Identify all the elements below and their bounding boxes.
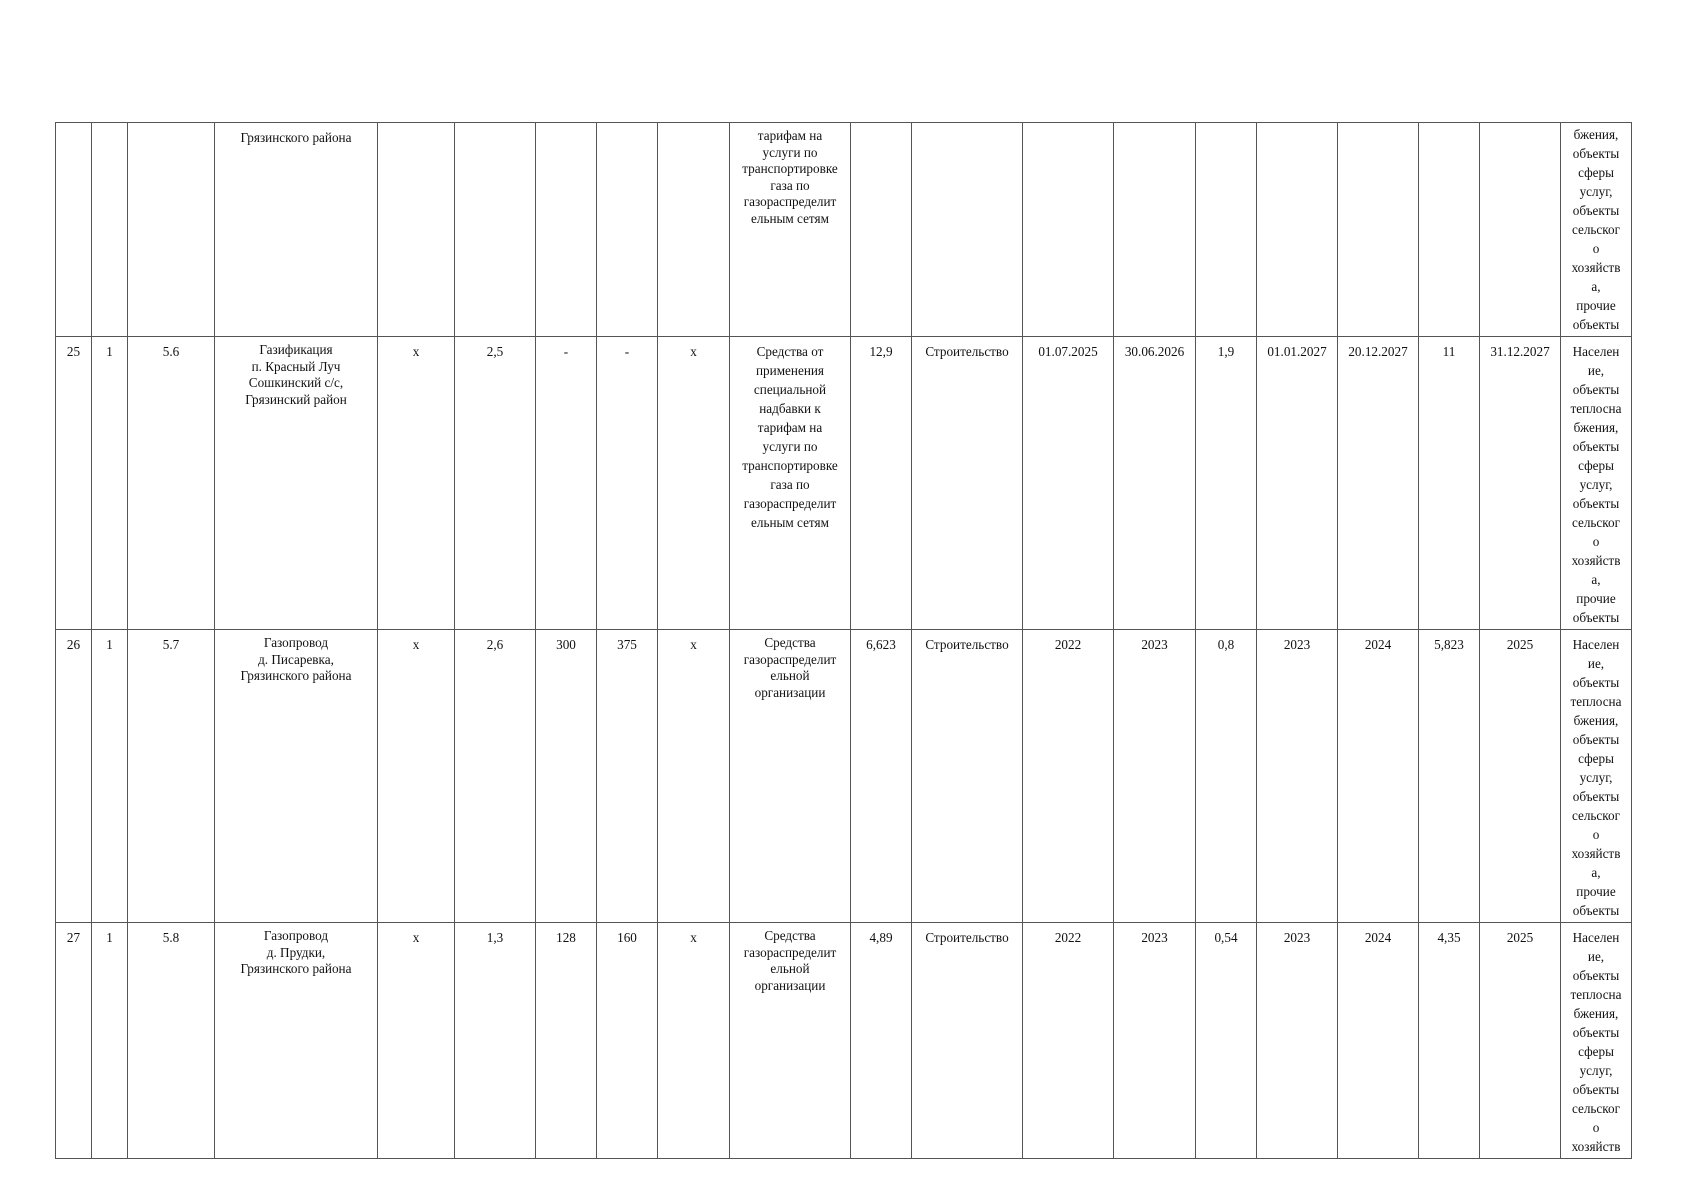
table-cell: [1023, 123, 1114, 337]
table-cell: х: [378, 337, 455, 630]
table-cell: [1480, 123, 1561, 337]
investment-program-table: [55, 122, 1632, 1159]
table-cell: 20.12.2027: [1338, 337, 1419, 630]
consumers: Населен ие, объекты теплосна бжения, объекты сферы услуг, объекты сельског о хозяйств а, прочие объекты: [1570, 344, 1622, 625]
table-cell: 1: [92, 923, 128, 1159]
table-cell: 5.8: [128, 923, 215, 1159]
consumers-cell: [1561, 630, 1632, 923]
table-cell: [851, 123, 912, 337]
table-cell: х: [378, 630, 455, 923]
table-cell: 2023: [1257, 923, 1338, 1159]
funding-source: Средства газораспределит ельной организации: [743, 928, 837, 993]
table-cell: х: [378, 923, 455, 1159]
table-cell: 2023: [1257, 630, 1338, 923]
object-name-cell: [215, 923, 378, 1159]
table-cell: 30.06.2026: [1114, 337, 1196, 630]
funding-source-cell: [730, 630, 851, 923]
table-cell: 375: [597, 630, 658, 923]
table-cell: 160: [597, 923, 658, 1159]
table-cell: Строительство: [912, 630, 1023, 923]
consumers: Населен ие, объекты теплосна бжения, объекты сферы услуг, объекты сельског о хозяйств: [1570, 930, 1622, 1154]
consumers-cell: [1561, 923, 1632, 1159]
table-cell: 11: [1419, 337, 1480, 630]
table-cell: [912, 123, 1023, 337]
consumers-cell: [1561, 337, 1632, 630]
table-cell: 1,9: [1196, 337, 1257, 630]
table-cell: 01.01.2027: [1257, 337, 1338, 630]
table-cell: 300: [536, 630, 597, 923]
table-cell: 2023: [1114, 630, 1196, 923]
table-cell: 4,35: [1419, 923, 1480, 1159]
table-cell: [597, 123, 658, 337]
table-cell: 2,6: [455, 630, 536, 923]
table-cell: [1338, 123, 1419, 337]
table-cell: [455, 123, 536, 337]
table-cell: [1196, 123, 1257, 337]
object-name: Газификация п. Красный Луч Сошкинский с/с, Грязинский район: [245, 342, 347, 407]
table-cell: 1: [92, 630, 128, 923]
table-cell: -: [536, 337, 597, 630]
object-name: Газопровод д. Прудки, Грязинского района: [240, 928, 352, 976]
table-cell: 4,89: [851, 923, 912, 1159]
table-cell: 31.12.2027: [1480, 337, 1561, 630]
table-row: [56, 337, 1632, 630]
table-cell: Строительство: [912, 337, 1023, 630]
table-cell: -: [597, 337, 658, 630]
table-row: [56, 923, 1632, 1159]
table-cell: [128, 123, 215, 337]
object-name-cell: [215, 630, 378, 923]
table-cell: 128: [536, 923, 597, 1159]
table-cell: 1: [92, 337, 128, 630]
table-cell: 5,823: [1419, 630, 1480, 923]
funding-source: Средства газораспределит ельной организации: [743, 635, 837, 700]
table-cell: 2022: [1023, 630, 1114, 923]
object-name-cell: [215, 337, 378, 630]
table-cell: 2024: [1338, 923, 1419, 1159]
row-number: 27: [56, 923, 92, 1159]
table-cell: 2,5: [455, 337, 536, 630]
table-cell: 0,8: [1196, 630, 1257, 923]
object-name: Грязинского района: [240, 130, 352, 145]
table-cell: [92, 123, 128, 337]
row-number: [56, 123, 92, 337]
table-cell: [536, 123, 597, 337]
table-cell: 5.6: [128, 337, 215, 630]
table-cell: 2023: [1114, 923, 1196, 1159]
row-number: 26: [56, 630, 92, 923]
consumers-cell: [1561, 123, 1632, 337]
table-row: [56, 630, 1632, 923]
table-cell: х: [658, 923, 730, 1159]
table-cell: [1257, 123, 1338, 337]
object-name-cell: [215, 123, 378, 337]
consumers: Населен ие, объекты теплосна бжения, объекты сферы услуг, объекты сельског о хозяйств а, прочие объекты: [1570, 637, 1622, 918]
table-cell: 01.07.2025: [1023, 337, 1114, 630]
table-cell: х: [658, 337, 730, 630]
row-number: 25: [56, 337, 92, 630]
table-cell: 5.7: [128, 630, 215, 923]
object-name: Газопровод д. Писаревка, Грязинского района: [240, 635, 352, 683]
funding-source-cell: [730, 337, 851, 630]
table-cell: 2024: [1338, 630, 1419, 923]
table-cell: [378, 123, 455, 337]
table-cell: 2025: [1480, 923, 1561, 1159]
table-cell: х: [658, 630, 730, 923]
table-cell: 1,3: [455, 923, 536, 1159]
table-cell: [658, 123, 730, 337]
table-cell: 6,623: [851, 630, 912, 923]
table-cell: [1114, 123, 1196, 337]
table-cell: 12,9: [851, 337, 912, 630]
funding-source-cell: [730, 123, 851, 337]
table-cell: 0,54: [1196, 923, 1257, 1159]
funding-source: тарифам на услуги по транспортировке газа по газораспределит ельным сетям: [742, 128, 838, 226]
table-cell: [1419, 123, 1480, 337]
funding-source-cell: [730, 923, 851, 1159]
funding-source: Средства от применения специальной надбавки к тарифам на услуги по транспортировке газа по газораспределит ельным сетям: [742, 344, 838, 530]
consumers: бжения, объекты сферы услуг, объекты сельског о хозяйств а, прочие объекты: [1571, 127, 1621, 332]
table-row: [56, 123, 1632, 337]
table-cell: Строительство: [912, 923, 1023, 1159]
table-cell: 2022: [1023, 923, 1114, 1159]
table-cell: 2025: [1480, 630, 1561, 923]
